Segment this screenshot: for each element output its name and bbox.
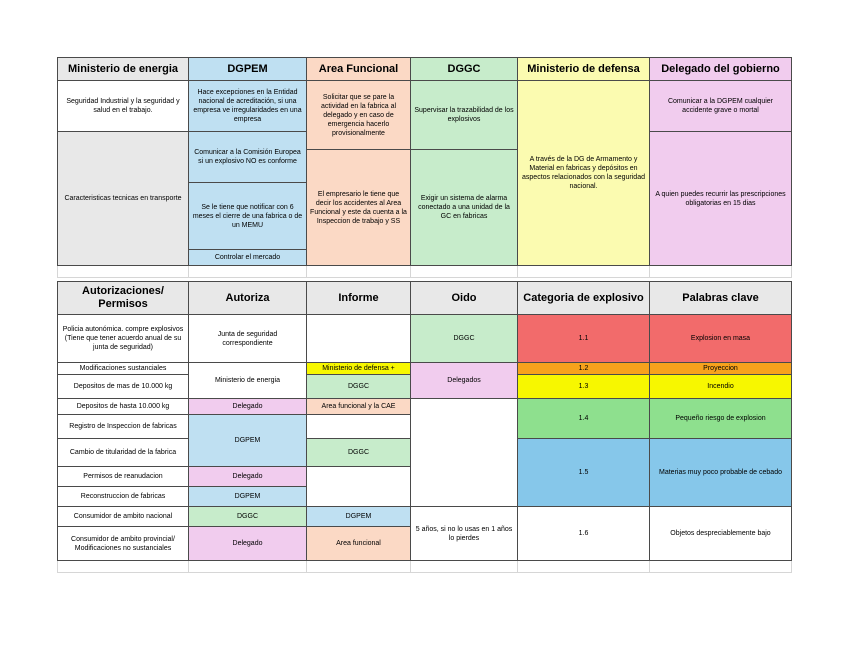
row-depositos-mas: Depositos de mas de 10.000 kg	[58, 375, 189, 399]
header-oido: Oido	[411, 282, 518, 315]
header-dgpem: DGPEM	[189, 58, 307, 81]
cell-categoria-1-6: 1.6	[518, 507, 650, 561]
cell-autoriza-delegado-2: Delegado	[189, 467, 307, 487]
header-autorizaciones: Autorizaciones/ Permisos	[58, 282, 189, 315]
cell-categoria-1-2: 1.2	[518, 363, 650, 375]
row-depositos-hasta: Depositos de hasta 10.000 kg	[58, 399, 189, 415]
row-cambio-titularidad: Cambio de titularidad de la fabrica	[58, 439, 189, 467]
cell-delegado-comunicar: Comunicar a la DGPEM cualquier accidente grave o mortal	[650, 81, 792, 132]
row-permisos: Permisos de reanudacion	[58, 467, 189, 487]
header-informe: Informe	[307, 282, 411, 315]
cell-palabra-incendio: Incendio	[650, 375, 792, 399]
row-consumidor-nacional: Consumidor de ambito nacional	[58, 507, 189, 527]
cell-informe-dggc-2: DGGC	[307, 439, 411, 467]
cell-informe-dggc: DGGC	[307, 375, 411, 399]
header-ministerio-defensa: Ministerio de defensa	[518, 58, 650, 81]
cell-oido-anos: 5 años, si no lo usas en 1 años lo pierdes	[411, 507, 518, 561]
row-policia: Policia autonómica. compre explosivos (Tiene que tener acuerdo anual de su junta de seguridad)	[58, 315, 189, 363]
cell-categoria-1-1: 1.1	[518, 315, 650, 363]
cell-oido-delegados: Delegados	[411, 363, 518, 399]
row-reconstruccion: Reconstruccion de fabricas	[58, 487, 189, 507]
header-dggc: DGGC	[411, 58, 518, 81]
cell-informe-area-cae: Area funcional y la CAE	[307, 399, 411, 415]
cell-autoriza-dggc: DGGC	[189, 507, 307, 527]
cell-informe-defensa: Ministerio de defensa +	[307, 363, 411, 375]
cell-autoriza-junta: Junta de seguridad correspondiente	[189, 315, 307, 363]
cell-categoria-1-4: 1.4	[518, 399, 650, 439]
cell-dgpem-mercado: Controlar el mercado	[189, 250, 307, 266]
cell-autoriza-dgpem-2: DGPEM	[189, 487, 307, 507]
cell-area-solicitar: Solicitar que se pare la actividad en la fabrica al delegado y en caso de emergencia hacerlo provisionalmente	[307, 81, 411, 150]
cell-dggc-alarma: Exigir un sistema de alarma conectado a una unidad de la GC en fabricas	[411, 150, 518, 266]
cell-categoria-1-5: 1.5	[518, 439, 650, 507]
cell-informe-empty-3	[307, 467, 411, 507]
row-modificaciones: Modificaciones sustanciales	[58, 363, 189, 375]
cell-palabra-objetos: Objetos despreciablemente bajo	[650, 507, 792, 561]
cell-informe-dgpem: DGPEM	[307, 507, 411, 527]
cell-informe-area: Area funcional	[307, 527, 411, 561]
cell-palabra-proyeccion: Proyeccion	[650, 363, 792, 375]
header-delegado-gobierno: Delegado del gobierno	[650, 58, 792, 81]
cell-dgpem-notificar: Se le tiene que notificar con 6 meses el cierre de una fabrica o de un MEMU	[189, 183, 307, 250]
cell-area-empresario: El empresario le tiene que decir los accidentes al Area Funcional y este da cuenta a la Inspeccion de trabajo y SS	[307, 150, 411, 266]
cell-delegado-recurrir: A quien puedes recurrir las prescripciones obligatorias en 15 dias	[650, 132, 792, 266]
cell-autoriza-delegado-3: Delegado	[189, 527, 307, 561]
header-autoriza: Autoriza	[189, 282, 307, 315]
header-categoria: Categoria de explosivo	[518, 282, 650, 315]
row-label-caracteristicas: Caracteristicas tecnicas en transporte	[58, 132, 189, 266]
table-autorizaciones	[57, 281, 792, 573]
cell-defensa: A través de la DG de Armamento y Material en fabricas y depósitos en aspectos relacionados con la seguridad nacional.	[518, 81, 650, 266]
row-registro: Registro de Inspeccion de fabricas	[58, 415, 189, 439]
table-organismos	[57, 57, 792, 278]
cell-palabra-explosion-masa: Explosion en masa	[650, 315, 792, 363]
cell-palabra-pequeno-riesgo: Pequeño riesgo de explosion	[650, 399, 792, 439]
cell-dgpem-comision: Comunicar a la Comisión Europea si un explosivo NO es conforme	[189, 132, 307, 183]
header-ministerio-energia: Ministerio de energia	[58, 58, 189, 81]
cell-palabra-materias: Materias muy poco probable de cebado	[650, 439, 792, 507]
cell-autoriza-dgpem: DGPEM	[189, 415, 307, 467]
row-label-seguridad: Seguridad Industrial y la seguridad y salud en el trabajo.	[58, 81, 189, 132]
row-consumidor-provincial: Consumidor de ambito provincial/ Modificaciones no sustanciales	[58, 527, 189, 561]
cell-oido-empty	[411, 399, 518, 507]
cell-categoria-1-3: 1.3	[518, 375, 650, 399]
cell-autoriza-ministerio: Ministerio de energia	[189, 363, 307, 399]
header-palabras-clave: Palabras clave	[650, 282, 792, 315]
cell-informe-empty	[307, 315, 411, 363]
header-area-funcional: Area Funcional	[307, 58, 411, 81]
cell-autoriza-delegado: Delegado	[189, 399, 307, 415]
cell-oido-dggc: DGGC	[411, 315, 518, 363]
cell-dggc-trazabilidad: Supervisar la trazabilidad de los explosivos	[411, 81, 518, 150]
cell-informe-empty-2	[307, 415, 411, 439]
cell-dgpem-excepciones: Hace excepciones en la Entidad nacional de acreditación, si una empresa ve irregularidades en una empresa	[189, 81, 307, 132]
